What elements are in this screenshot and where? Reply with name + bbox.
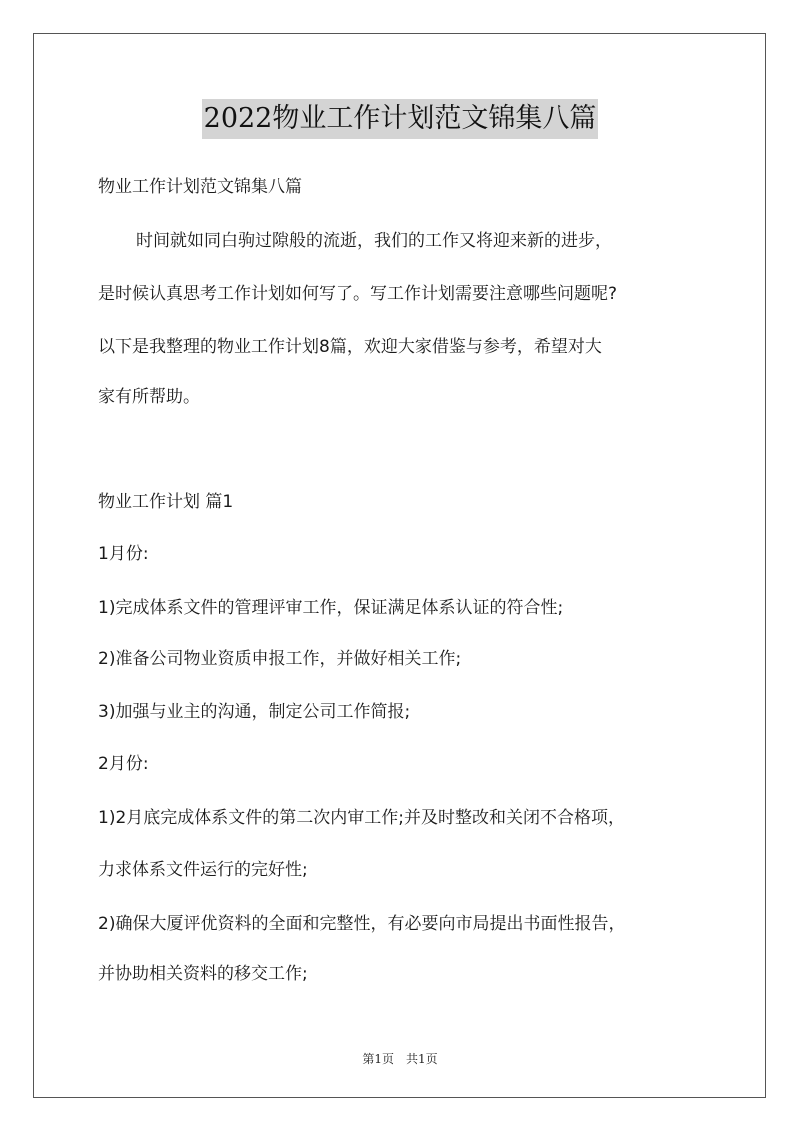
subtitle-line: 物业工作计划范文锦集八篇 [98,177,302,197]
page-number: 第1页 [362,1052,394,1066]
intro-line-2: 是时候认真思考工作计划如何写了。写工作计划需要注意哪些问题呢? [98,284,618,304]
month-heading-2: 2月份: [98,754,149,774]
plan-item: 1)完成体系文件的管理评审工作，保证满足体系认证的符合性; [98,598,564,618]
section-heading: 物业工作计划 篇1 [98,492,234,512]
document-title-text: 2022物业工作计划范文锦集八篇 [202,99,599,139]
intro-line-3: 以下是我整理的物业工作计划8篇，欢迎大家借鉴与参考，希望对大 [98,337,602,357]
plan-item: 2)确保大厦评优资料的全面和完整性，有必要向市局提出书面性报告， [98,914,626,934]
intro-line-4: 家有所帮助。 [98,387,200,407]
plan-item: 1)2月底完成体系文件的第二次内审工作;并及时整改和关闭不合格项， [98,808,625,828]
plan-item: 3)加强与业主的沟通，制定公司工作简报; [98,702,411,722]
page-total: 共1页 [406,1052,438,1066]
month-heading-1: 1月份: [98,544,149,564]
intro-line-1: 时间就如同白驹过隙般的流逝，我们的工作又将迎来新的进步， [136,231,612,251]
plan-item-continuation: 力求体系文件运行的完好性; [98,860,308,880]
page-footer [0,1051,800,1067]
document-title [0,97,800,139]
plan-item: 2)准备公司物业资质申报工作，并做好相关工作; [98,649,462,669]
plan-item-continuation: 并协助相关资料的移交工作; [98,964,308,984]
